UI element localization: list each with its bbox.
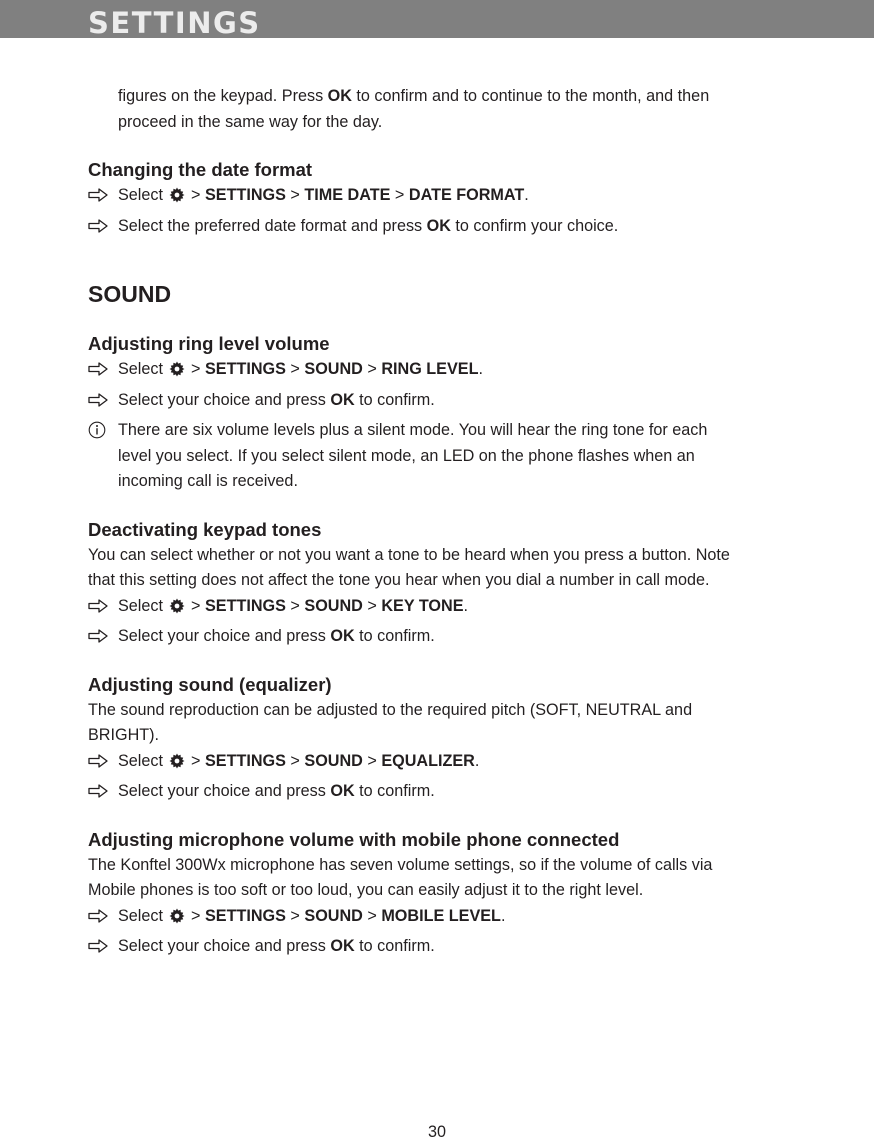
equalizer-step-1: Select > SETTINGS > SOUND > EQUALIZER.: [88, 749, 788, 775]
page-section-title: SETTINGS: [88, 6, 261, 40]
ring-level-step-1: Select > SETTINGS > SOUND > RING LEVEL.: [88, 357, 788, 383]
gear-icon: [169, 187, 185, 203]
keypad-tones-body: You can select whether or not you want a tone to be heard when you press a button. Note that this setting does not affect the tone you hear when you dial a number in call mode.: [88, 545, 730, 589]
date-format-step-1: Select > SETTINGS > TIME DATE > DATE FORMAT.: [88, 183, 788, 209]
keypad-tones-step-1: Select > SETTINGS > SOUND > KEY TONE.: [88, 594, 788, 620]
date-format-step-2: Select the preferred date format and press OK to confirm your choice.: [88, 214, 788, 240]
sound-section-heading: SOUND: [88, 281, 172, 307]
equalizer-body: The sound reproduction can be adjusted to the required pitch (SOFT, NEUTRAL and BRIGHT).: [88, 700, 693, 744]
arrow-right-icon: [88, 219, 108, 233]
arrow-right-icon: [88, 393, 108, 407]
mobile-level-step-2: Select your choice and press OK to confirm.: [88, 934, 788, 960]
mobile-level-step-1: Select > SETTINGS > SOUND > MOBILE LEVEL.: [88, 904, 788, 930]
ring-level-heading: Adjusting ring level volume: [88, 333, 330, 354]
arrow-right-icon: [88, 362, 108, 376]
keypad-tones-step-2: Select your choice and press OK to confirm.: [88, 624, 788, 650]
info-icon: [88, 421, 106, 439]
gear-icon: [169, 753, 185, 769]
gear-icon: [169, 908, 185, 924]
arrow-right-icon: [88, 188, 108, 202]
equalizer-step-2: Select your choice and press OK to confirm.: [88, 779, 788, 805]
intro-paragraph: figures on the keypad. Press OK to confirm and to continue to the month, and then proceed in the same way for the day.: [118, 87, 710, 131]
arrow-right-icon: [88, 599, 108, 613]
keypad-tones-heading: Deactivating keypad tones: [88, 518, 322, 540]
gear-icon: [169, 598, 185, 614]
page-number: 30: [427, 1123, 446, 1141]
gear-icon: [169, 361, 185, 377]
page-content: [88, 84, 788, 960]
arrow-right-icon: [88, 629, 108, 643]
arrow-right-icon: [88, 754, 108, 768]
equalizer-heading: Adjusting sound (equalizer): [88, 673, 332, 695]
arrow-right-icon: [88, 909, 108, 923]
mobile-level-heading: Adjusting microphone volume with mobile phone connected: [88, 828, 620, 850]
ring-level-step-2: Select your choice and press OK to confirm.: [88, 388, 788, 414]
mobile-level-body: The Konftel 300Wx microphone has seven volume settings, so if the volume of calls via Mobile phones is too soft or too loud, you can easily adjust it to the right level.: [88, 855, 713, 899]
arrow-right-icon: [88, 939, 108, 953]
date-format-heading: Changing the date format: [88, 159, 313, 180]
arrow-right-icon: [88, 784, 108, 798]
ring-level-info-note: There are six volume levels plus a silent mode. You will hear the ring tone for each level you select. If you select silent mode, an LED on the phone flashes when an incoming call is received.: [88, 418, 788, 495]
